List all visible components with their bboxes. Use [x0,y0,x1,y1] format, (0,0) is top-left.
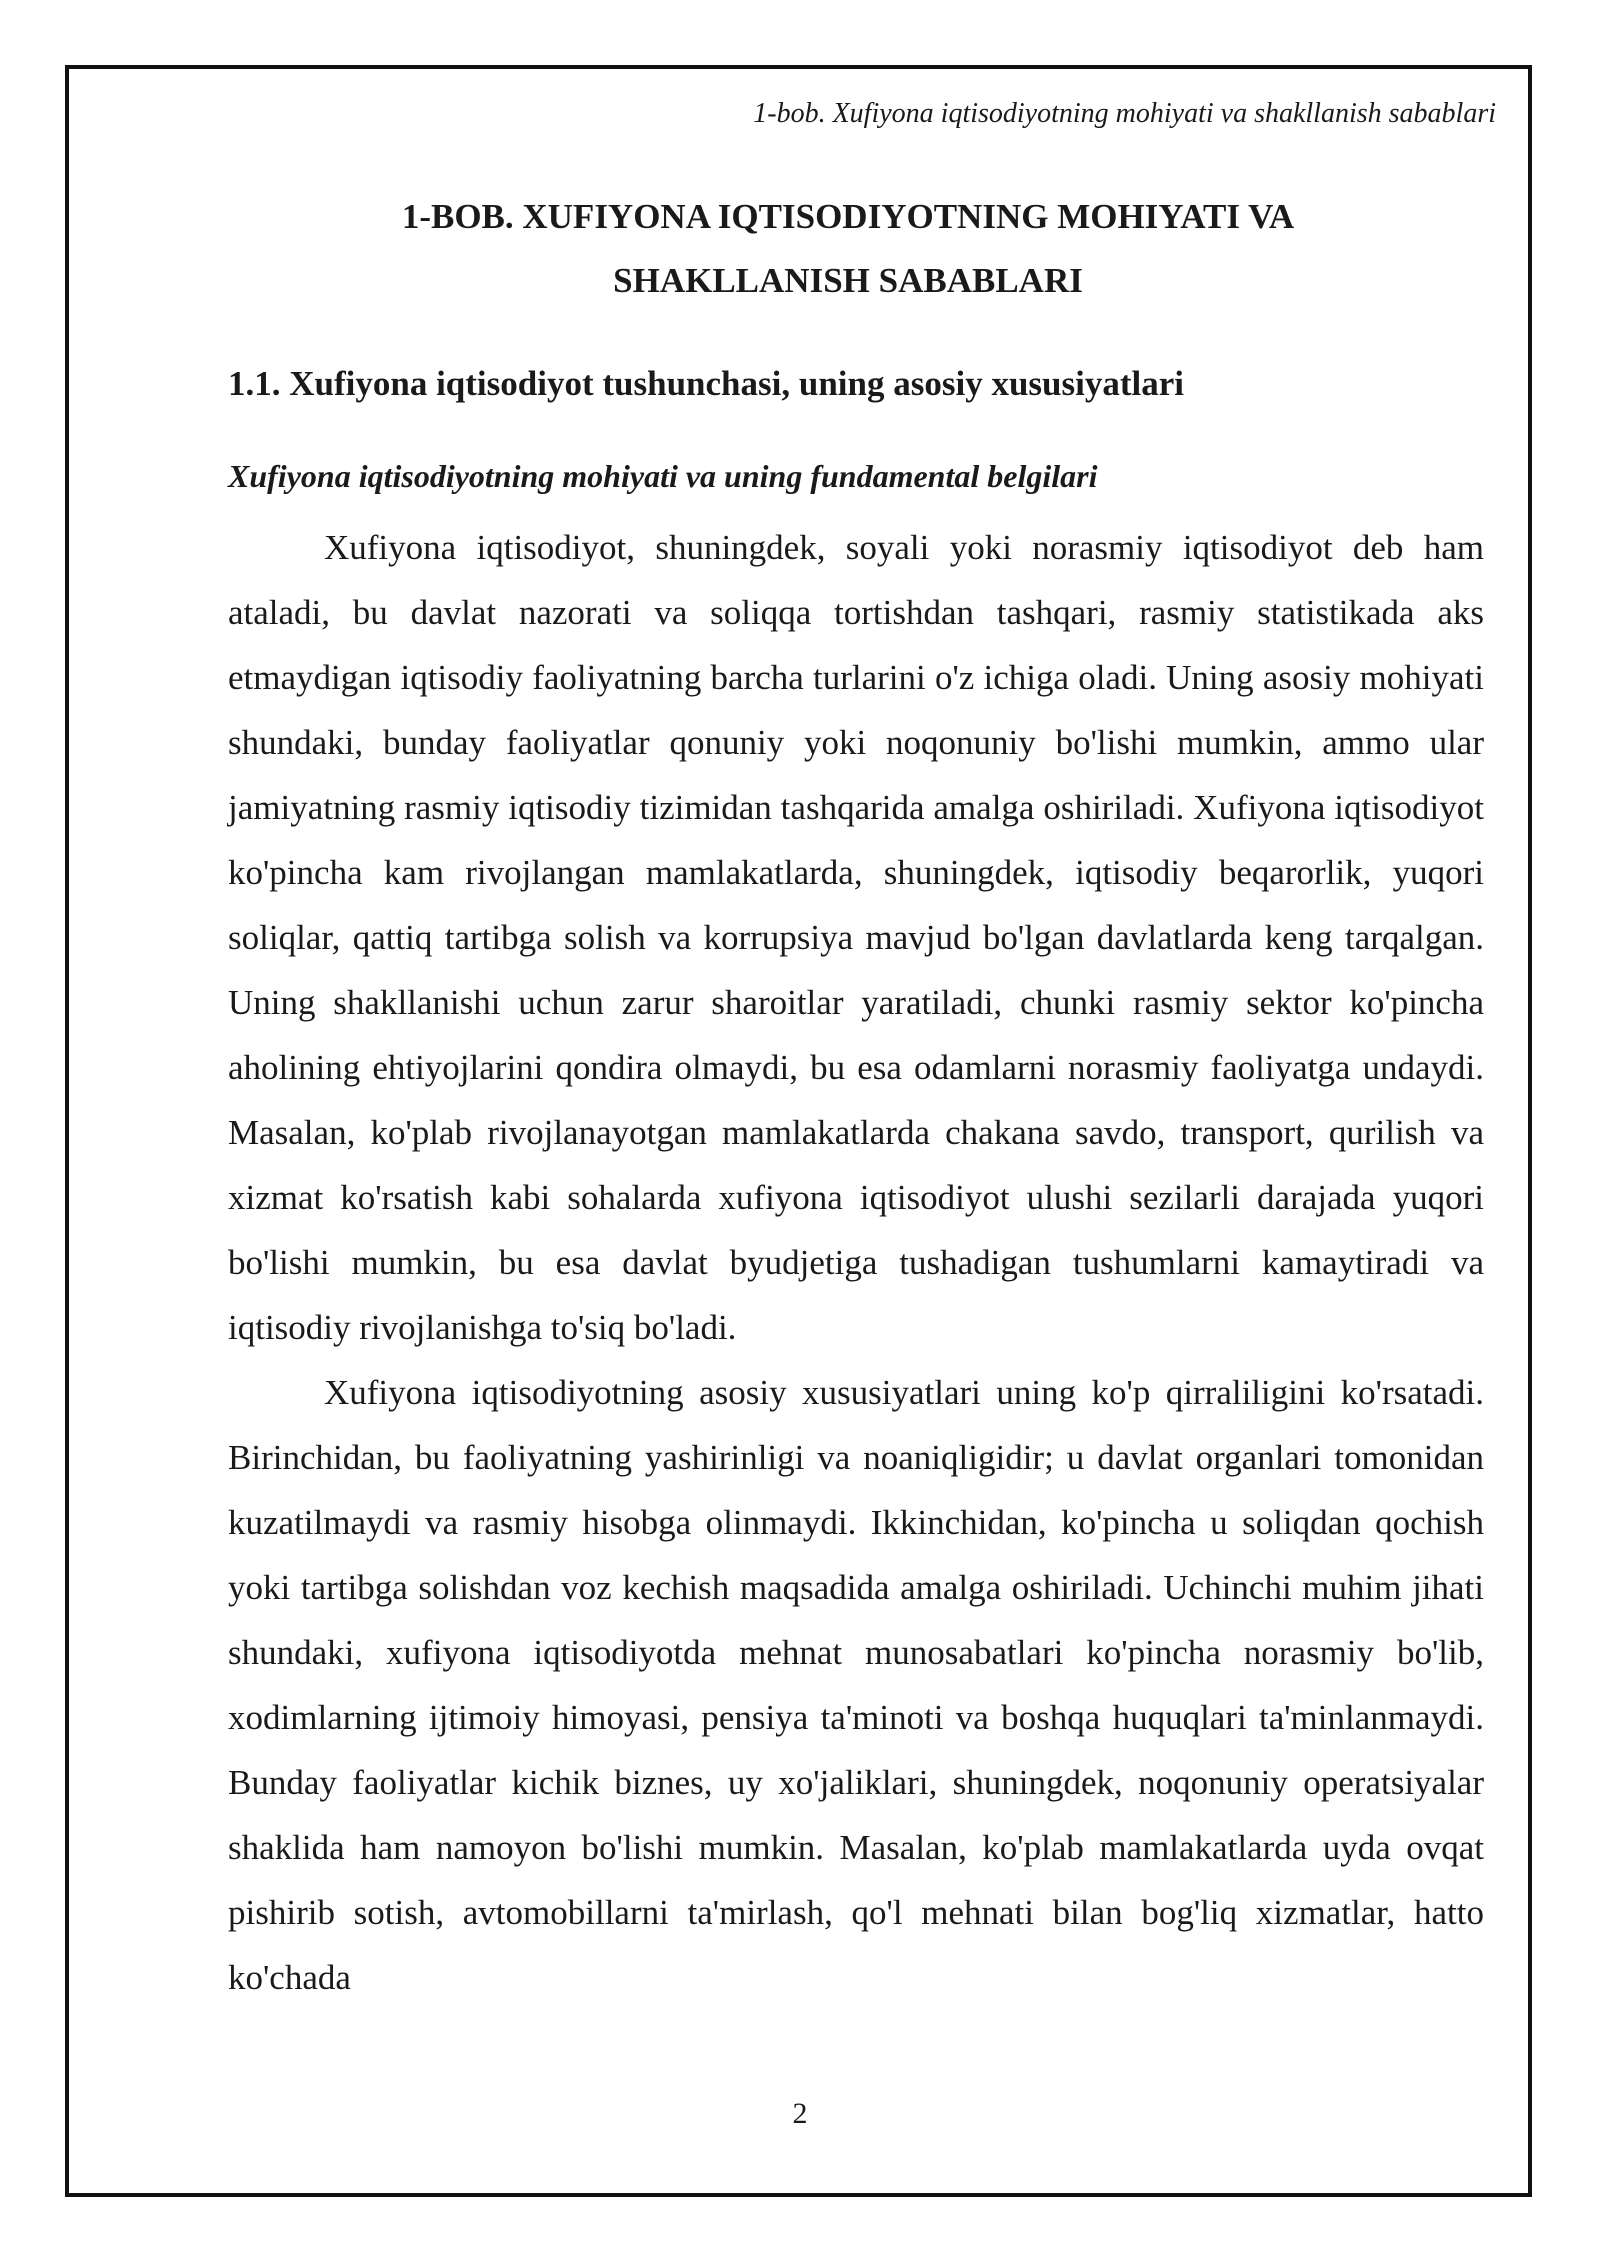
chapter-title-line-2: SHAKLLANISH SABABLARI [613,261,1083,300]
chapter-title-line-1: 1-BOB. XUFIYONA IQTISODIYOTNING MOHIYATI VA [401,197,1295,236]
paragraph: Xufiyona iqtisodiyotning asosiy xususiyatlari uning ko'p qirraliligini ko'rsatadi. Birinchidan, bu faoliyatning yashirinligi va noaniqligidir; u davlat organlari tomonidan kuzatilmaydi va rasmiy hisobga olinmaydi. Ikkinchidan, ko'pincha u soliqdan qochish yoki tartibga solishdan voz kechish maqsadida amalga oshiriladi. Uchinchi muhim jihati shundaki, xufiyona iqtisodiyotda mehnat munosabatlari ko'pincha norasmiy bo'lib, xodimlarning ijtimoiy himoyasi, pensiya ta'minoti va boshqa huquqlari ta'minlanmaydi. Bunday faoliyatlar kichik biznes, uy xo'jaliklari, shuningdek, noqonuniy operatsiyalar shaklida ham namoyon bo'lishi mumkin. Masalan, ko'plab mamlakatlarda uyda ovqat pishirib sotish, avtomobillarni ta'mirlash, qo'l mehnati bilan bog'liq xizmatlar, hatto ko'chada [228,1373,1484,1997]
subsection-title: Xufiyona iqtisodiyotning mohiyati va uning fundamental belgilari [228,458,1098,494]
paragraph: Xufiyona iqtisodiyot, shuningdek, soyali yoki norasmiy iqtisodiyot deb ham ataladi, bu davlat nazorati va soliqqa tortishdan tashqari, rasmiy statistikada aks etmaydigan iqtisodiy faoliyatning barcha turlarini o'z ichiga oladi. Uning asosiy mohiyati shundaki, bunday faoliyatlar qonuniy yoki noqonuniy bo'lishi mumkin, ammo ular jamiyatning rasmiy iqtisodiy tizimidan tashqarida amalga oshiriladi. Xufiyona iqtisodiyot ko'pincha kam rivojlangan mamlakatlarda, shuningdek, iqtisodiy beqarorlik, yuqori soliqlar, qattiq tartibga solish va korrupsiya mavjud bo'lgan davlatlarda keng tarqalgan. Uning shakllanishi uchun zarur sharoitlar yaratiladi, chunki rasmiy sektor ko'pincha aholining ehtiyojlarini qondira olmaydi, bu esa odamlarni norasmiy faoliyatga undaydi. Masalan, ko'plab rivojlanayotgan mamlakatlarda chakana savdo, transport, qurilish va xizmat ko'rsatish kabi sohalarda xufiyona iqtisodiyot ulushi sezilarli darajada yuqori bo'lishi mumkin, bu esa davlat byudjetiga tushadigan tushumlarni kamaytiradi va iqtisodiy rivojlanishga to'siq bo'ladi. [228,528,1484,1347]
body-text [228,515,1484,2010]
chapter-title [200,185,1496,313]
running-header: 1-bob. Xufiyona iqtisodiyotning mohiyati va shakllanish sabablari [753,98,1496,129]
section-title: 1.1. Xufiyona iqtisodiyot tushunchasi, uning asosiy xususiyatlari [228,364,1184,403]
page-number: 2 [792,2097,808,2130]
